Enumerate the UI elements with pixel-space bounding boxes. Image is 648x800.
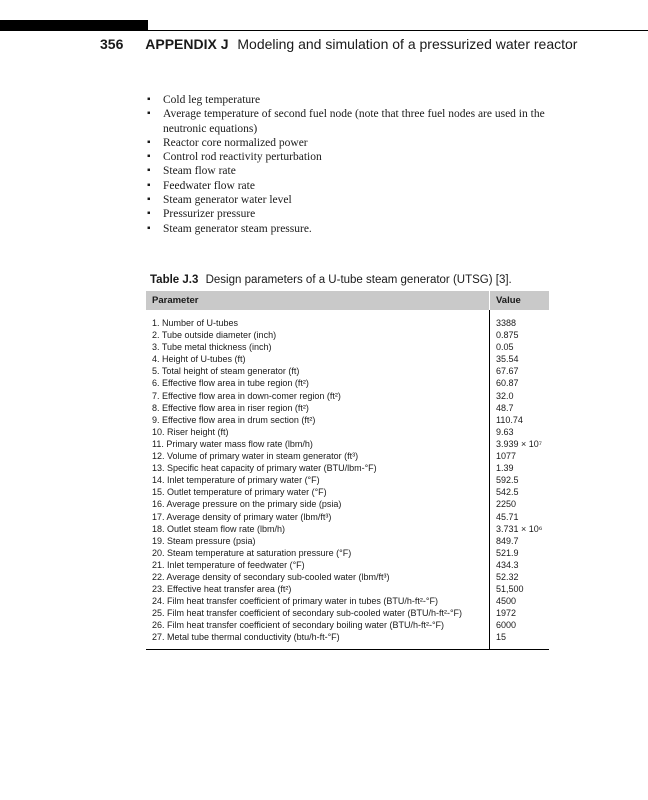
value-cell: 434.3 bbox=[490, 560, 550, 572]
list-item: ▪ Feedwater flow rate bbox=[147, 179, 255, 192]
table-row bbox=[146, 560, 549, 572]
parameter-cell: 26. Film heat transfer coefficient of secondary boiling water (BTU/h-ft²-°F) bbox=[152, 620, 445, 631]
table-row bbox=[146, 366, 549, 378]
value-cell: 521.9 bbox=[490, 548, 550, 560]
table-row bbox=[146, 330, 549, 342]
table-row bbox=[146, 512, 549, 524]
value-cell: 3.731 × 10⁶ bbox=[490, 524, 550, 536]
value-cell: 48.7 bbox=[490, 403, 550, 415]
table-row bbox=[146, 536, 549, 548]
value-cell: 3.939 × 10⁷ bbox=[490, 439, 550, 451]
bullet-icon: ▪ bbox=[147, 108, 151, 120]
table-row bbox=[146, 548, 549, 560]
value-cell: 35.54 bbox=[490, 354, 550, 366]
table-row bbox=[146, 584, 549, 596]
value-cell: 3388 bbox=[490, 310, 550, 330]
parameter-cell: 7. Effective flow area in down-comer region (ft²) bbox=[152, 390, 341, 401]
table-row bbox=[146, 427, 549, 439]
parameter-cell: 8. Effective flow area in riser region (ft²) bbox=[152, 402, 309, 413]
column-header-value: Value bbox=[490, 291, 550, 310]
table-caption bbox=[150, 274, 512, 286]
table-row bbox=[146, 310, 549, 330]
value-cell: 52.32 bbox=[490, 572, 550, 584]
list-item: ▪ Cold leg temperature bbox=[147, 94, 261, 106]
value-cell: 110.74 bbox=[490, 415, 550, 427]
bullet-icon: ▪ bbox=[147, 165, 151, 177]
value-cell: 32.0 bbox=[490, 391, 550, 403]
table-header-row bbox=[146, 291, 549, 310]
value-cell: 1.39 bbox=[490, 463, 550, 475]
table-row bbox=[146, 620, 549, 632]
parameter-cell: 16. Average pressure on the primary side (psia) bbox=[152, 499, 342, 510]
list-item: ▪ Steam generator steam pressure. bbox=[147, 222, 312, 235]
value-cell: 2250 bbox=[490, 499, 550, 511]
bullet-icon: ▪ bbox=[147, 136, 151, 148]
value-cell: 9.63 bbox=[490, 427, 550, 439]
parameter-cell: 15. Outlet temperature of primary water (°F) bbox=[152, 487, 327, 498]
value-cell: 849.7 bbox=[490, 536, 550, 548]
value-cell: 45.71 bbox=[490, 512, 550, 524]
table-row bbox=[146, 475, 549, 487]
table-row bbox=[146, 596, 549, 608]
table-caption-text: Design parameters of a U-tube steam generator (UTSG) [3]. bbox=[205, 274, 512, 286]
list-item: ▪ Average temperature of second fuel node (note that three fuel nodes are used in the neutronic equations) bbox=[147, 108, 545, 135]
list-item: ▪ Steam flow rate bbox=[147, 165, 236, 178]
parameter-cell: 9. Effective flow area in drum section (ft²) bbox=[152, 414, 316, 425]
value-cell: 1972 bbox=[490, 608, 550, 620]
parameter-cell: 27. Metal tube thermal conductivity (btu/h-ft-°F) bbox=[152, 632, 340, 643]
parameter-cell: 18. Outlet steam flow rate (lbm/h) bbox=[152, 523, 286, 534]
value-cell: 67.67 bbox=[490, 366, 550, 378]
parameter-cell: 20. Steam temperature at saturation pressure (°F) bbox=[152, 547, 352, 558]
table-row bbox=[146, 463, 549, 475]
parameter-cell: 23. Effective heat transfer area (ft²) bbox=[152, 584, 292, 595]
bullet-icon: ▪ bbox=[147, 179, 151, 191]
parameter-cell: 3. Tube metal thickness (inch) bbox=[152, 342, 272, 353]
value-cell: 51,500 bbox=[490, 584, 550, 596]
table-row bbox=[146, 451, 549, 463]
table-row bbox=[146, 632, 549, 649]
table-row bbox=[146, 608, 549, 620]
appendix-label: APPENDIX J bbox=[145, 36, 229, 52]
table-row bbox=[146, 354, 549, 366]
bullet-icon: ▪ bbox=[147, 222, 151, 234]
parameter-cell: 1. Number of U-tubes bbox=[152, 318, 239, 328]
table-row bbox=[146, 378, 549, 390]
parameter-cell: 13. Specific heat capacity of primary water (BTU/lbm-°F) bbox=[152, 463, 377, 474]
value-cell: 6000 bbox=[490, 620, 550, 632]
list-item: ▪ Control rod reactivity perturbation bbox=[147, 151, 322, 164]
table-row bbox=[146, 524, 549, 536]
parameter-cell: 25. Film heat transfer coefficient of secondary sub-cooled water (BTU/h-ft²-°F) bbox=[152, 608, 463, 619]
table-row bbox=[146, 439, 549, 451]
parameter-cell: 12. Volume of primary water in steam generator (ft³) bbox=[152, 451, 359, 462]
parameter-cell: 2. Tube outside diameter (inch) bbox=[152, 330, 277, 341]
list-item: ▪ Pressurizer pressure bbox=[147, 208, 256, 221]
parameter-cell: 22. Average density of secondary sub-cooled water (lbm/ft³) bbox=[152, 571, 390, 582]
parameter-cell: 4. Height of U-tubes (ft) bbox=[152, 354, 246, 365]
list-item: ▪ Reactor core normalized power bbox=[147, 136, 308, 149]
parameter-cell: 11. Primary water mass flow rate (lbm/h) bbox=[152, 438, 313, 449]
parameter-cell: 19. Steam pressure (psia) bbox=[152, 535, 256, 546]
parameter-cell: 6. Effective flow area in tube region (ft²) bbox=[152, 378, 309, 389]
table-row bbox=[146, 499, 549, 511]
value-cell: 15 bbox=[490, 632, 550, 649]
value-cell: 1077 bbox=[490, 451, 550, 463]
table-row bbox=[146, 572, 549, 584]
list-item: ▪ Steam generator water level bbox=[147, 194, 292, 207]
parameter-cell: 17. Average density of primary water (lbm/ft³) bbox=[152, 511, 332, 522]
value-cell: 4500 bbox=[490, 596, 550, 608]
parameter-cell: 10. Riser height (ft) bbox=[152, 426, 229, 437]
header-thick-rule bbox=[0, 20, 148, 31]
running-header bbox=[100, 36, 577, 52]
parameter-cell: 24. Film heat transfer coefficient of primary water in tubes (BTU/h-ft²-°F) bbox=[152, 596, 439, 607]
table-row bbox=[146, 415, 549, 427]
parameter-cell: 5. Total height of steam generator (ft) bbox=[152, 366, 300, 377]
bullet-icon: ▪ bbox=[147, 208, 151, 220]
table-row bbox=[146, 403, 549, 415]
bullet-icon: ▪ bbox=[147, 194, 151, 206]
value-cell: 0.875 bbox=[490, 330, 550, 342]
table-caption-label: Table J.3 bbox=[150, 274, 199, 286]
table-row bbox=[146, 342, 549, 354]
bullet-icon: ▪ bbox=[147, 94, 151, 105]
bullet-icon: ▪ bbox=[147, 151, 151, 163]
page-number: 356 bbox=[100, 36, 124, 52]
column-header-parameter: Parameter bbox=[146, 291, 490, 310]
design-parameters-table bbox=[146, 291, 549, 650]
header-thin-rule bbox=[148, 30, 648, 31]
value-cell: 542.5 bbox=[490, 487, 550, 499]
value-cell: 60.87 bbox=[490, 378, 550, 390]
table-row bbox=[146, 487, 549, 499]
chapter-title: Modeling and simulation of a pressurized water reactor bbox=[237, 36, 578, 52]
parameter-cell: 14. Inlet temperature of primary water (°F) bbox=[152, 475, 320, 486]
value-cell: 0.05 bbox=[490, 342, 550, 354]
table-row bbox=[146, 391, 549, 403]
bullet-list bbox=[147, 93, 557, 236]
value-cell: 592.5 bbox=[490, 475, 550, 487]
parameter-cell: 21. Inlet temperature of feedwater (°F) bbox=[152, 559, 305, 570]
